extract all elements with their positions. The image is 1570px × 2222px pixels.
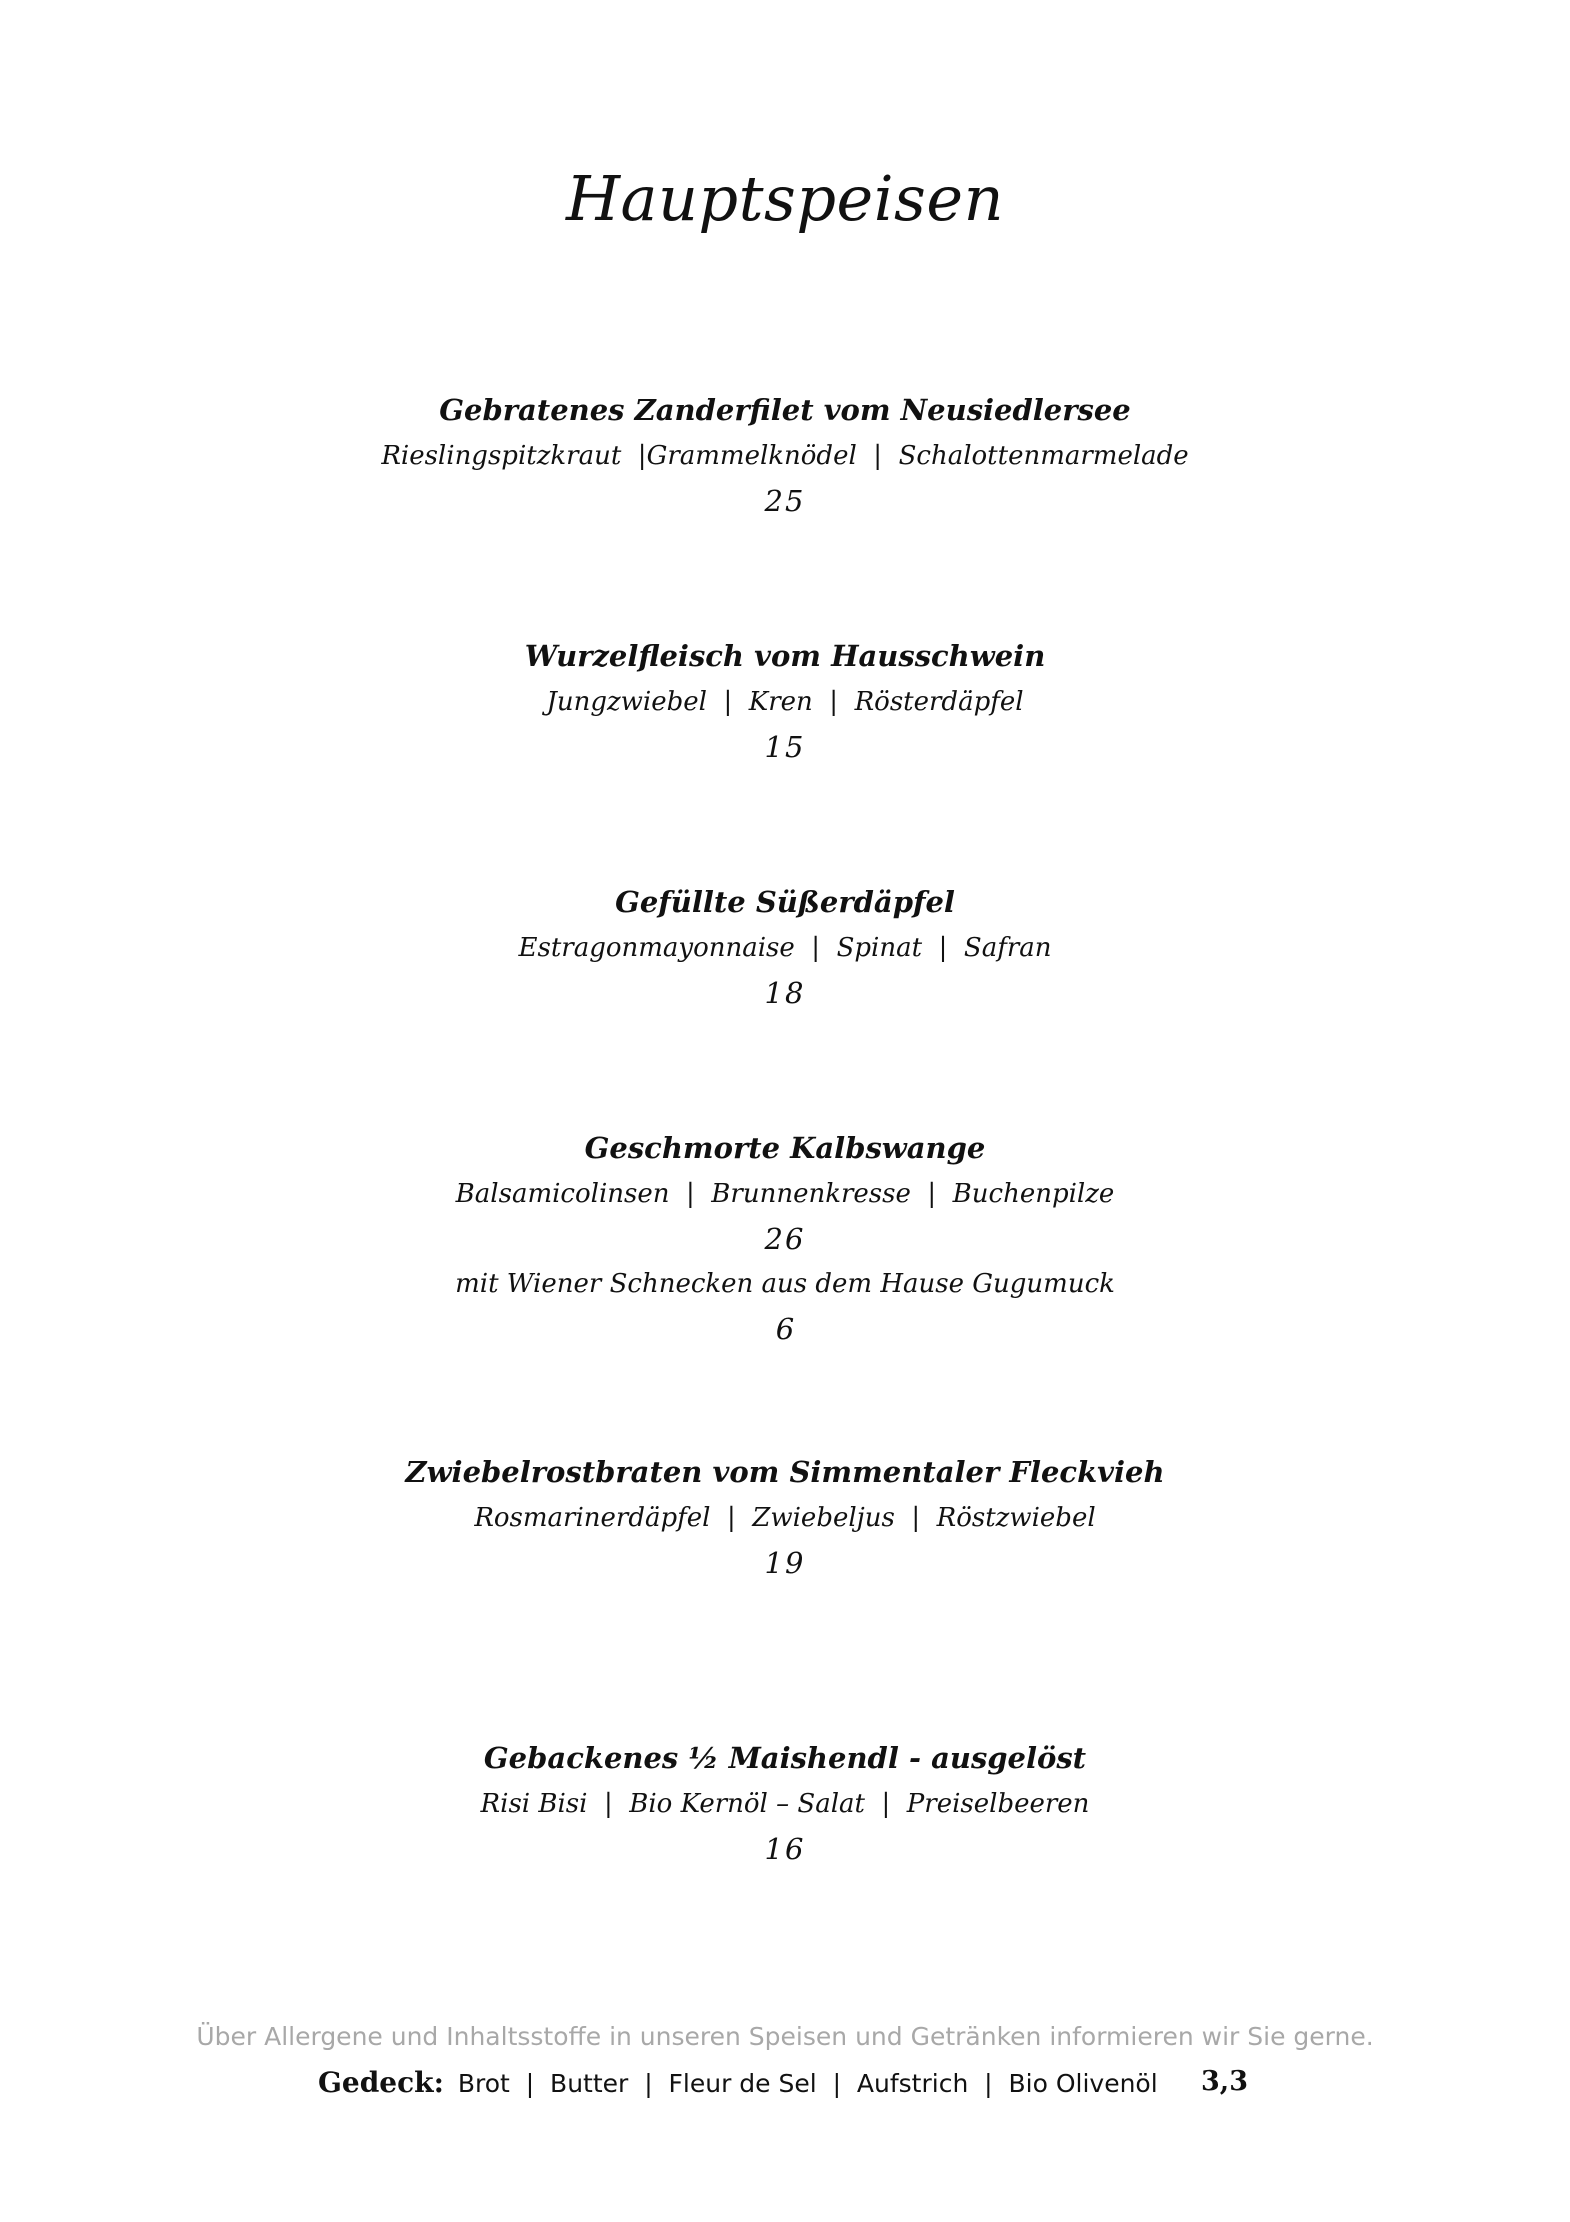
dish-description: Balsamicolinsen | Brunnenkresse | Buchenpilze bbox=[455, 1179, 1115, 1209]
dish-name: Gebratenes Zanderfilet vom Neusiedlersee bbox=[439, 393, 1131, 427]
dish-description: Estragonmayonnaise | Spinat | Safran bbox=[518, 933, 1052, 963]
menu-item-kalbswange bbox=[0, 1128, 1570, 1348]
dish-description: Rosmarinerdäpfel | Zwiebeljus | Röstzwiebel bbox=[474, 1503, 1096, 1533]
dish-extra-price: 6 bbox=[775, 1312, 795, 1346]
menu-item-maishendl bbox=[0, 1738, 1570, 1868]
menu-item-zanderfilet bbox=[0, 390, 1570, 520]
dish-price: 18 bbox=[764, 976, 806, 1010]
dish-price: 16 bbox=[764, 1832, 806, 1866]
menu-item-wurzelfleisch bbox=[0, 636, 1570, 766]
menu-item-zwiebelrostbraten bbox=[0, 1452, 1570, 1582]
dish-description: Risi Bisi | Bio Kernöl – Salat | Preiselbeeren bbox=[480, 1789, 1090, 1819]
dish-extra-option: mit Wiener Schnecken aus dem Hause Gugumuck bbox=[455, 1269, 1115, 1299]
dish-name: Gefüllte Süßerdäpfel bbox=[615, 885, 955, 919]
cover-price: 3,3 bbox=[1201, 2066, 1248, 2097]
dish-name: Geschmorte Kalbswange bbox=[584, 1131, 986, 1165]
cover-charge-line bbox=[318, 2066, 1258, 2110]
page-title: Hauptspeisen bbox=[565, 161, 1005, 235]
cover-label: Gedeck: bbox=[318, 2066, 444, 2099]
dish-price: 19 bbox=[764, 1546, 806, 1580]
dish-price: 15 bbox=[764, 730, 806, 764]
menu-item-suesserdaepfel bbox=[0, 882, 1570, 1012]
dish-description: Rieslingspitzkraut |Grammelknödel | Schalottenmarmelade bbox=[381, 441, 1189, 471]
dish-description: Jungzwiebel | Kren | Rösterdäpfel bbox=[546, 687, 1024, 717]
allergen-note: Über Allergene und Inhaltsstoffe in unseren Speisen und Getränken informieren wir Sie gerne. bbox=[196, 2022, 1374, 2051]
dish-name: Gebackenes ½ Maishendl - ausgelöst bbox=[483, 1741, 1087, 1775]
dish-name: Wurzelfleisch vom Hausschwein bbox=[524, 639, 1046, 673]
cover-items: Brot | Butter | Fleur de Sel | Aufstrich | Bio Olivenöl bbox=[457, 2069, 1158, 2098]
dish-price: 25 bbox=[764, 484, 806, 518]
dish-price: 26 bbox=[764, 1222, 806, 1256]
dish-name: Zwiebelrostbraten vom Simmentaler Fleckvieh bbox=[405, 1455, 1165, 1489]
